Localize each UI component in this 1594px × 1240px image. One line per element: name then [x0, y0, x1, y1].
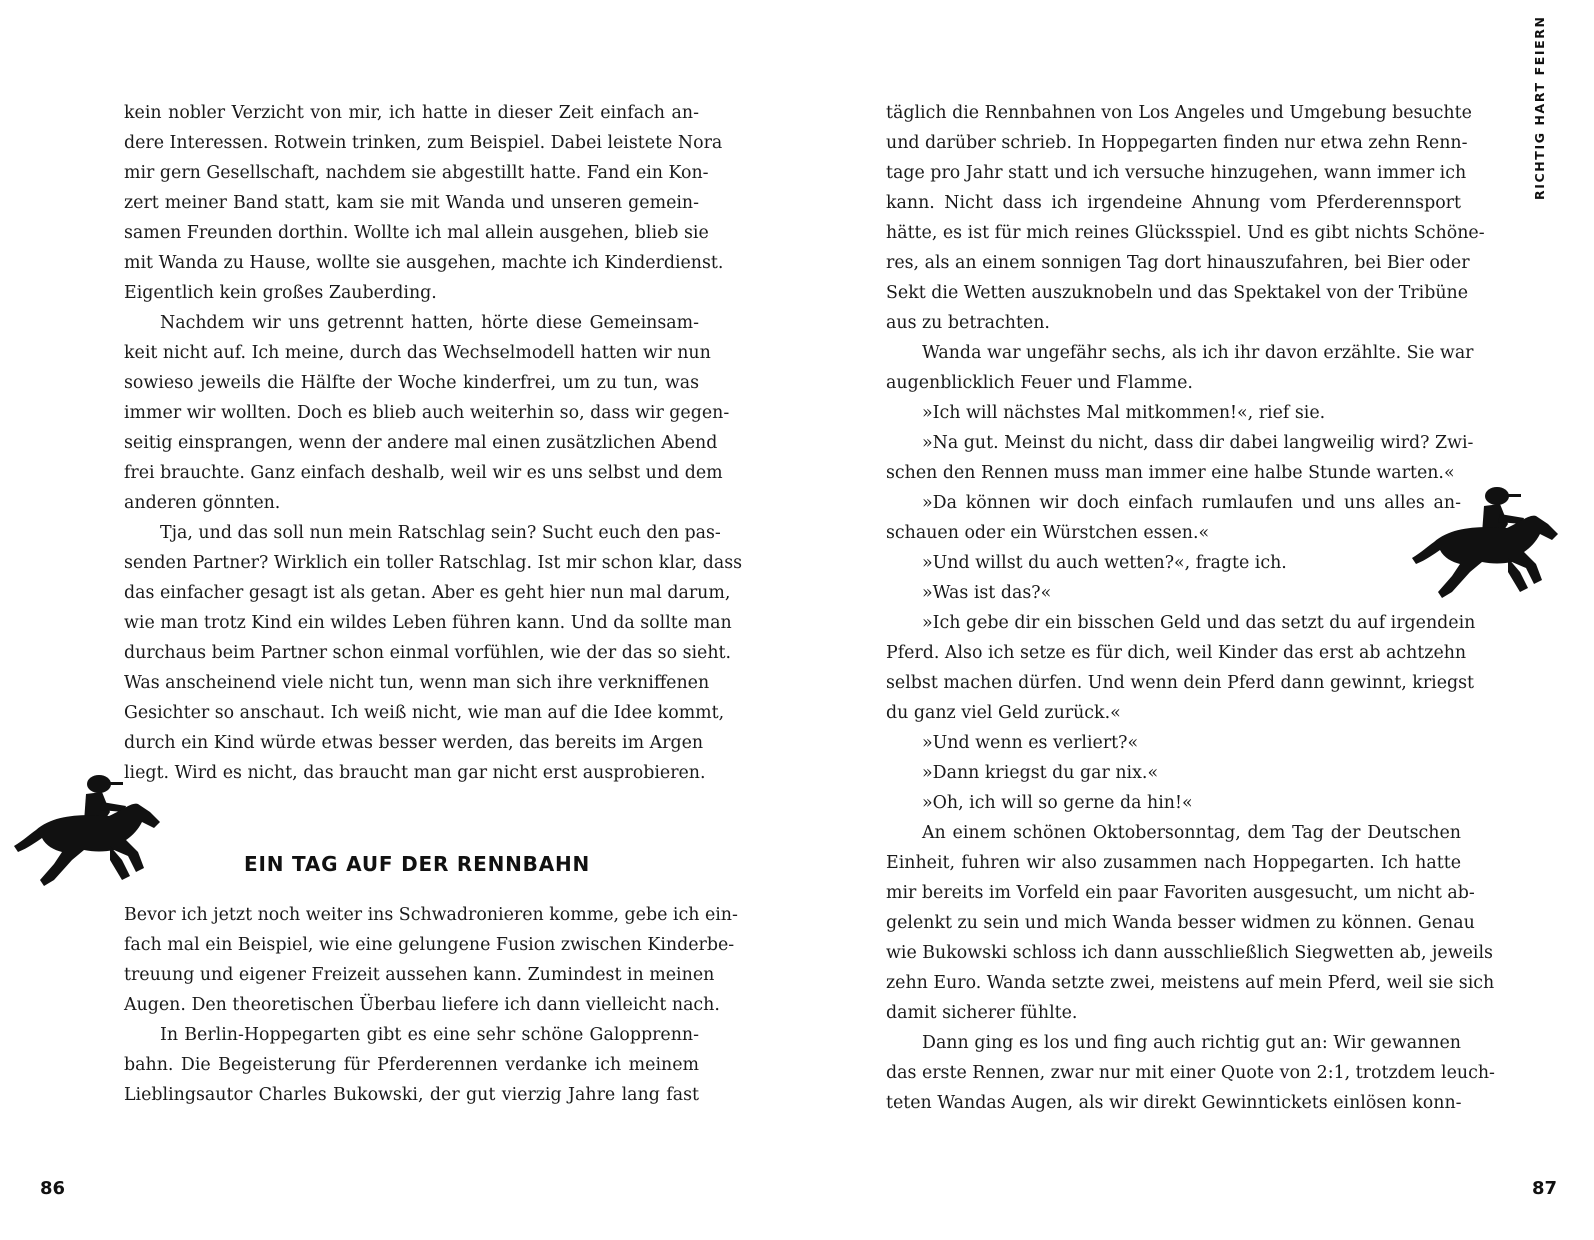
- paragraph: [886, 488, 1461, 548]
- text-line: durchaus beim Partner schon einmal vorfühlen, wie der das so sieht.: [124, 643, 732, 663]
- paragraph-5: [124, 1020, 699, 1110]
- paragraph-1: [124, 98, 724, 308]
- paragraph: [886, 578, 1461, 608]
- paragraph: [886, 758, 1461, 788]
- page-number: 86: [40, 1178, 66, 1199]
- text-line: res, als an einem sonnigen Tag dort hinauszufahren, bei Bier oder: [886, 253, 1470, 273]
- text-line: »Ich gebe dir ein bisschen Geld und das setzt du auf irgendein: [922, 613, 1476, 633]
- text-line: Pferd. Also ich setze es für dich, weil Kinder das erst ab achtzehn: [886, 643, 1467, 663]
- text-line: Einheit, fuhren wir also zusammen nach Hoppegarten. Ich hatte: [886, 853, 1461, 873]
- text-line: Eigentlich kein großes Zauberding.: [124, 283, 437, 303]
- text-line: aus zu betrachten.: [886, 313, 1050, 333]
- text-line: augenblicklich Feuer und Flamme.: [886, 373, 1193, 393]
- text-line: zehn Euro. Wanda setzte zwei, meistens auf mein Pferd, weil sie sich: [886, 973, 1495, 993]
- text-line: An einem schönen Oktobersonntag, dem Tag der Deutschen: [922, 823, 1461, 843]
- text-line: das einfacher gesagt ist als getan. Aber es geht hier nun mal darum,: [124, 583, 731, 603]
- paragraph-4: [124, 900, 738, 1020]
- paragraph: [886, 398, 1461, 428]
- text-line: samen Freunden dorthin. Wollte ich mal allein ausgehen, blieb sie: [124, 223, 709, 243]
- text-line: treuung und eigener Freizeit aussehen kann. Zumindest in meinen: [124, 965, 715, 985]
- paragraph-2: [124, 308, 730, 518]
- text-line: »Und wenn es verliert?«: [922, 733, 1139, 753]
- text-line: mir bereits im Vorfeld ein paar Favoriten ausgesucht, um nicht ab-: [886, 883, 1475, 903]
- text-line: du ganz viel Geld zurück.«: [886, 703, 1121, 723]
- paragraph: [886, 728, 1461, 758]
- text-line: »Dann kriegst du gar nix.«: [922, 763, 1159, 783]
- text-line: »Da können wir doch einfach rumlaufen und uns alles an-: [922, 493, 1461, 513]
- right-page-text: [886, 98, 1495, 1118]
- paragraph: [886, 548, 1461, 578]
- text-line: durch ein Kind würde etwas besser werden, das bereits im Argen: [124, 733, 704, 753]
- text-line: senden Partner? Wirklich ein toller Ratschlag. Ist mir schon klar, dass: [124, 553, 743, 573]
- text-line: täglich die Rennbahnen von Los Angeles und Umgebung besuchte: [886, 103, 1472, 123]
- text-line: »Na gut. Meinst du nicht, dass dir dabei langweilig wird? Zwi-: [922, 433, 1474, 453]
- text-line: hätte, es ist für mich reines Glücksspiel. Und es gibt nichts Schöne-: [886, 223, 1485, 243]
- right-page: [797, 0, 1594, 1240]
- text-line: liegt. Wird es nicht, das braucht man gar nicht erst ausprobieren.: [124, 763, 706, 783]
- paragraph: [886, 1028, 1495, 1118]
- text-line: Dann ging es los und fing auch richtig gut an: Wir gewannen: [922, 1033, 1461, 1053]
- paragraph: [886, 98, 1485, 338]
- text-line: sowieso jeweils die Hälfte der Woche kinderfrei, um zu tun, was: [124, 373, 699, 393]
- horse-jockey-icon: [1412, 484, 1562, 602]
- page-number: 87: [1532, 1178, 1558, 1199]
- left-page-top-text: [124, 98, 743, 788]
- text-line: »Oh, ich will so gerne da hin!«: [922, 793, 1193, 813]
- text-line: selbst machen dürfen. Und wenn dein Pferd dann gewinnt, kriegst: [886, 673, 1475, 693]
- text-line: »Und willst du auch wetten?«, fragte ich.: [922, 553, 1287, 573]
- left-page-bottom-text: [124, 900, 738, 1110]
- text-line: frei brauchte. Ganz einfach deshalb, weil wir es uns selbst und dem: [124, 463, 723, 483]
- text-line: fach mal ein Beispiel, wie eine gelungene Fusion zwischen Kinderbe-: [124, 935, 735, 955]
- text-line: das erste Rennen, zwar nur mit einer Quote von 2:1, trotzdem leuch-: [886, 1063, 1495, 1083]
- paragraph: [886, 788, 1461, 818]
- text-line: »Ich will nächstes Mal mitkommen!«, rief sie.: [922, 403, 1326, 423]
- text-line: damit sicherer fühlte.: [886, 1003, 1078, 1023]
- text-line: schauen oder ein Würstchen essen.«: [886, 523, 1210, 543]
- paragraph-3: [124, 518, 743, 788]
- text-line: keit nicht auf. Ich meine, durch das Wechselmodell hatten wir nun: [124, 343, 711, 363]
- text-line: und darüber schrieb. In Hoppegarten finden nur etwa zehn Renn-: [886, 133, 1468, 153]
- text-line: bahn. Die Begeisterung für Pferderennen verdanke ich meinem: [124, 1055, 699, 1075]
- paragraph: [886, 818, 1495, 1028]
- text-line: Gesichter so anschaut. Ich weiß nicht, wie man auf die Idee kommt,: [124, 703, 725, 723]
- text-line: Bevor ich jetzt noch weiter ins Schwadronieren komme, gebe ich ein-: [124, 905, 738, 925]
- text-line: tage pro Jahr statt und ich versuche hinzugehen, wann immer ich: [886, 163, 1467, 183]
- text-line: wie man trotz Kind ein wildes Leben führen kann. Und da sollte man: [124, 613, 732, 633]
- section-heading: EIN TAG AUF DER RENNBAHN: [244, 852, 591, 876]
- text-line: wie Bukowski schloss ich dann ausschließlich Siegwetten ab, jeweils: [886, 943, 1493, 963]
- text-line: Wanda war ungefähr sechs, als ich ihr davon erzählte. Sie war: [922, 343, 1474, 363]
- paragraph: [886, 428, 1474, 488]
- text-line: »Was ist das?«: [922, 583, 1052, 603]
- text-line: kein nobler Verzicht von mir, ich hatte in dieser Zeit einfach an-: [124, 103, 699, 123]
- text-line: Tja, und das soll nun mein Ratschlag sein? Sucht euch den pas-: [160, 523, 721, 543]
- text-line: seitig einsprangen, wenn der andere mal einen zusätzlichen Abend: [124, 433, 718, 453]
- text-line: Lieblingsautor Charles Bukowski, der gut vierzig Jahre lang fast: [124, 1085, 699, 1105]
- text-line: mit Wanda zu Hause, wollte sie ausgehen, machte ich Kinderdienst.: [124, 253, 724, 273]
- paragraph: [886, 338, 1474, 398]
- text-line: schen den Rennen muss man immer eine halbe Stunde warten.«: [886, 463, 1455, 483]
- horse-jockey-icon: [14, 772, 164, 890]
- text-line: In Berlin-Hoppegarten gibt es eine sehr schöne Galopprenn-: [160, 1025, 699, 1045]
- text-line: immer wir wollten. Doch es blieb auch weiterhin so, dass wir gegen-: [124, 403, 730, 423]
- paragraph: [886, 608, 1476, 728]
- running-head: RICHTIG HART FEIERN: [1532, 15, 1547, 200]
- text-line: Sekt die Wetten auszuknobeln und das Spektakel von der Tribüne: [886, 283, 1469, 303]
- text-line: Was anscheinend viele nicht tun, wenn man sich ihre verkniffenen: [124, 673, 710, 693]
- text-line: kann. Nicht dass ich irgendeine Ahnung vom Pferderennsport: [886, 193, 1461, 213]
- text-line: teten Wandas Augen, als wir direkt Gewinntickets einlösen konn-: [886, 1093, 1462, 1113]
- text-line: Nachdem wir uns getrennt hatten, hörte diese Gemeinsam-: [160, 313, 699, 333]
- text-line: anderen gönnten.: [124, 493, 281, 513]
- text-line: mir gern Gesellschaft, nachdem sie abgestillt hatte. Fand ein Kon-: [124, 163, 709, 183]
- text-line: zert meiner Band statt, kam sie mit Wanda und unseren gemein-: [124, 193, 699, 213]
- text-line: dere Interessen. Rotwein trinken, zum Beispiel. Dabei leistete Nora: [124, 133, 723, 153]
- text-line: Augen. Den theoretischen Überbau liefere ich dann vielleicht nach.: [124, 995, 720, 1015]
- text-line: gelenkt zu sein und mich Wanda besser widmen zu können. Genau: [886, 913, 1475, 933]
